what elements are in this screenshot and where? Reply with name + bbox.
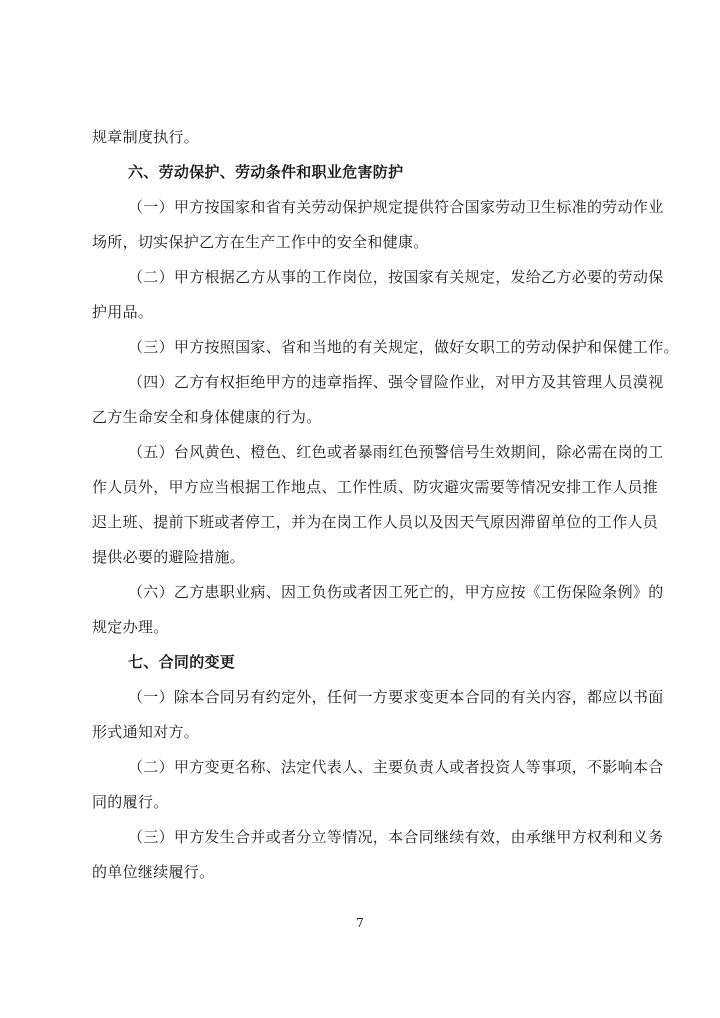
section-heading: 六、劳动保护、劳动条件和职业危害防护	[128, 163, 404, 181]
paragraph-line: 场所，切实保护乙方在生产工作中的安全和健康。	[92, 233, 429, 251]
page-number: 7	[356, 916, 364, 930]
section-heading: 七、合同的变更	[128, 653, 236, 671]
paragraph-line: 迟上班、提前下班或者停工，并为在岗工作人员以及因天气原因滞留单位的工作人员	[92, 513, 659, 531]
paragraph-line: 形式通知对方。	[92, 723, 200, 741]
paragraph-line: （一）甲方按国家和省有关劳动保护规定提供符合国家劳动卫生标准的劳动作业	[128, 198, 664, 216]
paragraph-line: 乙方生命安全和身体健康的行为。	[92, 408, 322, 426]
paragraph-line: （二）甲方变更名称、法定代表人、主要负责人或者投资人等事项，不影响本合	[128, 758, 664, 776]
paragraph-line: 同的履行。	[92, 793, 169, 811]
paragraph-line: 作人员外，甲方应当根据工作地点、工作性质、防灾避灾需要等情况安排工作人员推	[92, 478, 659, 496]
paragraph-line: （二）甲方根据乙方从事的工作岗位，按国家有关规定，发给乙方必要的劳动保	[128, 268, 664, 286]
paragraph-line: 护用品。	[92, 303, 154, 321]
paragraph-line: 规章制度执行。	[92, 128, 200, 146]
paragraph-line: （五）台风黄色、橙色、红色或者暴雨红色预警信号生效期间，除必需在岗的工	[128, 443, 664, 461]
document-body	[92, 128, 679, 898]
paragraph-line: 规定办理。	[92, 618, 169, 636]
paragraph-line: 的单位继续履行。	[92, 863, 215, 881]
paragraph-line: （三）甲方按照国家、省和当地的有关规定，做好女职工的劳动保护和保健工作。	[128, 338, 679, 356]
paragraph-line: （六）乙方患职业病、因工负伤或者因工死亡的，甲方应按《工伤保险条例》的	[128, 583, 664, 601]
paragraph-line: （一）除本合同另有约定外，任何一方要求变更本合同的有关内容，都应以书面	[128, 688, 664, 706]
paragraph-line: （四）乙方有权拒绝甲方的违章指挥、强令冒险作业，对甲方及其管理人员漠视	[128, 373, 664, 391]
paragraph-line: 提供必要的避险措施。	[92, 548, 246, 566]
paragraph-line: （三）甲方发生合并或者分立等情况，本合同继续有效，由承继甲方权利和义务	[128, 828, 664, 846]
